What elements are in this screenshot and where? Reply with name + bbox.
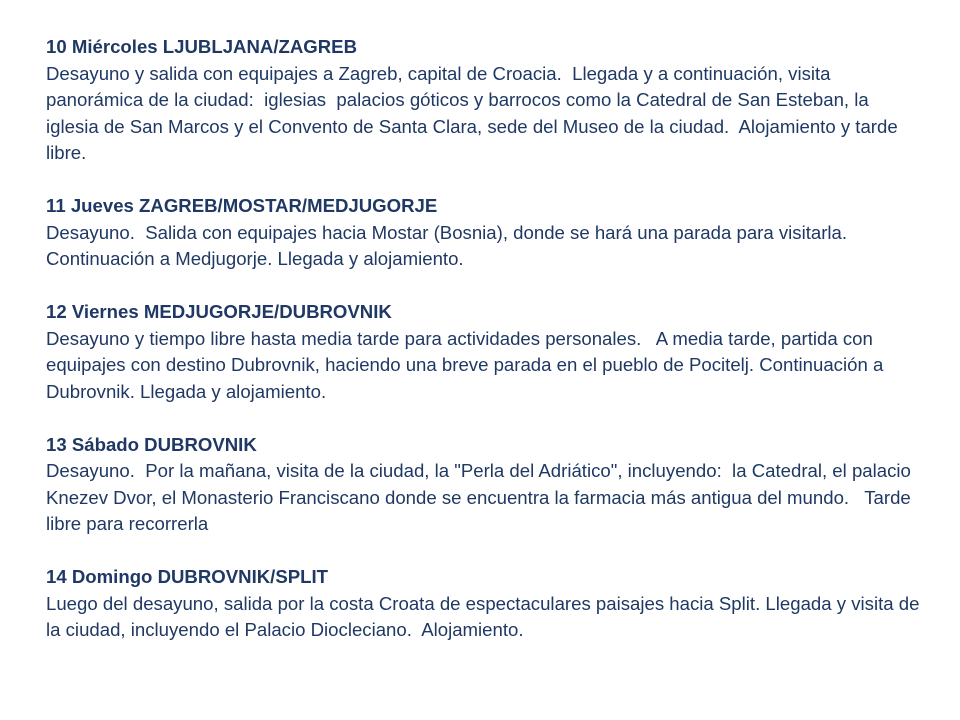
day-description: Desayuno y tiempo libre hasta media tarde para actividades personales. A media tarde, partida con equipajes con destino Dubrovnik, haciendo una breve parada en el pueblo de Pocitelj. Continuación a Dubrovnik. Llegada y alojamiento. <box>46 327 889 402</box>
itinerary-slide <box>46 34 926 644</box>
day-title: 10 Miércoles LJUBLJANA/ZAGREB <box>46 36 358 57</box>
day-title: 13 Sábado DUBROVNIK <box>46 433 257 455</box>
day-10 <box>46 34 926 167</box>
day-title: 12 Viernes MEDJUGORJE/DUBROVNIK <box>46 301 392 322</box>
day-11 <box>46 193 926 273</box>
day-description: Desayuno. Salida con equipajes hacia Mostar (Bosnia), donde se hará una parada para visitarla. Continuación a Medjugorje. Llegada y alojamiento. <box>46 221 863 269</box>
day-14 <box>46 564 926 644</box>
day-description: Desayuno y salida con equipajes a Zagreb, capital de Croacia. Llegada y a continuación, visita panorámica de la ciudad: iglesias palacios góticos y barrocos como la Catedral de San Esteban, la iglesia de San Marcos y el Convento de Santa Clara, sede del Museo de la ciudad. Alojamiento y tarde libre. <box>46 62 903 163</box>
day-13 <box>46 432 926 538</box>
day-12 <box>46 299 926 405</box>
day-title: 14 Domingo DUBROVNIK/SPLIT <box>46 566 329 587</box>
day-description: Desayuno. Por la mañana, visita de la ciudad, la "Perla del Adriático", incluyendo: la Catedral, el palacio Knezev Dvor, el Monasterio Franciscano donde se encuentra la farmacia más antigua del mundo. Tarde libre para recorrerla <box>46 460 917 534</box>
day-title: 11 Jueves ZAGREB/MOSTAR/MEDJUGORJE <box>46 195 438 216</box>
day-description: Luego del desayuno, salida por la costa Croata de espectaculares paisajes hacia Split. Llegada y visita de la ciudad, incluyendo el Palacio Diocleciano. Alojamiento. <box>46 592 925 640</box>
